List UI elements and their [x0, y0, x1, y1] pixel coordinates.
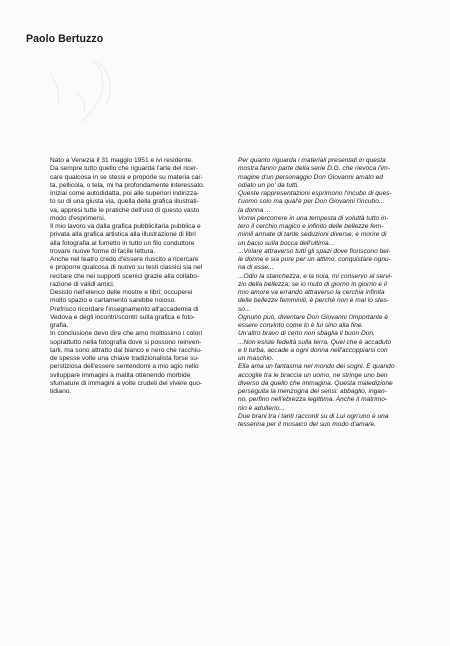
faint-sketch-drawing — [36, 52, 132, 132]
statement-paragraph: Ognuno può, diventare Don Giovanni l'importante è essere convinto come lo è lui sino alla fine. — [238, 313, 389, 329]
biography-paragraph: Desisto nell'elenco delle mostre e libri; occuperei molto spazio e cartamento sarebbe noioso. — [50, 289, 193, 305]
biography-paragraph: Da sempre tutto quello che riguarda l'arte del ricer- care qualcosa in se stessi e proporle su materia car- ta, pellicola, o tela, mi ha profondamente interessato. Iniziai come autodidatta, poi alle superiori indirizza- to su di una giusta via, quella della grafica illustrati- va, appresi tutte le pratiche dell'uso di questo vasto modo d'esprimersi. — [50, 165, 205, 222]
statement-paragraph: Vorrei percorrere in una tempesta di voluttà tutto in- tero il cerchio magico e infinito delle bellezze fem- minili armate di tante seduzioni diverse, e morire di un bacio sulla bocca dell'ultima... — [238, 214, 389, 247]
biography-paragraph: In conclusione devo dire che amo moltissimo i colori soprattutto nella fotografia dove si possono reinven- tarli, ma sono attratto dal bianco e nero che racchiu- de spesse volte una chiave tradizionalista forse su- perstiziosa dell'essere sentendomi a mio agio nello sviluppare immagini a matita ottenendo morbide sfumature di immagini a volte crudeli del vivere quo- tidiano. — [50, 330, 203, 395]
biography-paragraph: Prefrisco ricordare l'insegnamento all'accademia di Vedova e degli incontri/scontri sulla grafica e foto- grafia. — [50, 305, 199, 329]
biography-paragraph: Nato a Venezia il 31 maggio 1951 e ivi residente. — [50, 157, 193, 164]
statement-paragraph: Ella ama un fantasma nel mondo dei sogni. E quando accoglie tra le braccia un uomo, ne stringe uno ben diverso da quello che immagina. Questa maledizione perseguita la menzogna dei sensi: abbaglio, ingan- no, perfino nell'ebrezza legittima. Anche il matrimo- nio è adulterio... — [238, 363, 395, 412]
statement-paragraph: Queste rappresentazioni esprimono l'incubo di ques- t'uomo solo ma qual'è per Don Giovanni l'incubo... la donna ... — [238, 190, 392, 214]
biography-column — [50, 157, 226, 396]
statement-paragraph: Due brani tra i tanti racconti su di Lui ogn'uno è una tesserina per il mosaico del suo modo d'amare. — [238, 412, 389, 428]
statement-paragraph: ...Non esiste fedeltà sulla terra. Quel che è accaduto e ti turba, accade a ogni donna nell'accoppiarsi con un maschio. — [238, 338, 392, 362]
biography-paragraph: Il mio lavoro va dalla grafica pubblicitaria pubblica e privata alla grafica artistica alla illustrazione di libri alla fotografia al fumetto in tutto un filo conduttore trovare nuove forme di facile lettura. — [50, 223, 201, 255]
statement-paragraph: ...Odio la stanchezza, e la noia, mi conservo al servi- zio della bellezza; se io muto di giorno in giorno e il mio amore va errando attraverso la cerchia infinita delle bellezze femminili, è perchè non è mai lo stes- so... — [238, 272, 393, 313]
don-giovanni-column — [238, 157, 434, 429]
statement-paragraph: Un'altro bravo di certo non sbaglia il buon Don. — [238, 330, 375, 338]
statement-paragraph: Per quanto riguarda i materiali presentati in questa mostra fanno parte della serie D.G. che rievoca l'im- magine d'un personaggio Don Giovanni amato ed odiato un po' da tutti. — [238, 157, 390, 189]
statement-paragraph: ...Volare attraverso tutti gli spazi dove fioriscono bel- le donne e sia pure per un attimo, conquistare ognu- na di esse... — [238, 247, 391, 272]
biography-paragraph: Anche nel teatro credo d'essere riuscito a ricercare e proporre qualcosa di nuovo su testi classici sia nel recitare che nei supporti scenici grazie alla collabo- razione di validi amici. — [50, 256, 203, 288]
author-name: Paolo Bertuzzo — [26, 33, 104, 45]
